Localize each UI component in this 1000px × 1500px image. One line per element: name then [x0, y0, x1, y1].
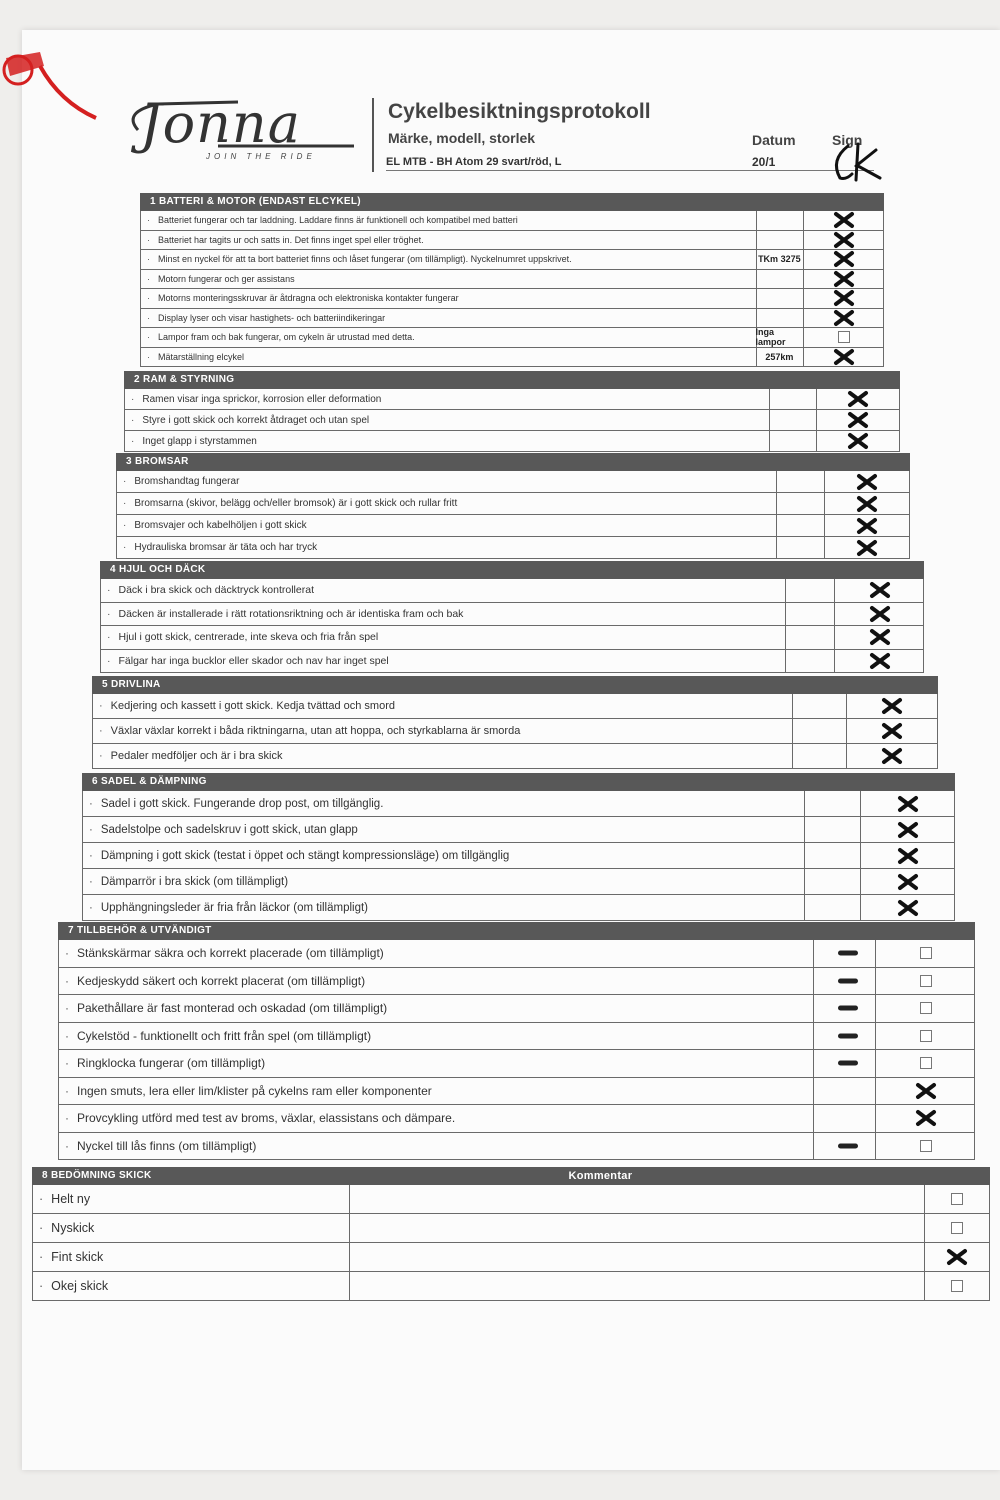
checklist-row — [58, 968, 975, 996]
column-divider — [924, 1214, 925, 1242]
row-label: · Provcykling utförd med test av broms, växlar, elassistans och dämpare. — [65, 1105, 455, 1132]
checklist-row — [140, 231, 884, 251]
section-title: 2 RAM & STYRNING — [134, 374, 235, 385]
column-divider — [813, 1023, 814, 1050]
row-note: TKm 3275 — [758, 254, 801, 265]
row-label: · Ramen visar inga sprickor, korrosion eller deformation — [131, 389, 381, 409]
checklist-row — [140, 211, 884, 231]
row-label: · Upphängningsleder är fria från läckor (om tillämpligt) — [89, 895, 368, 920]
row-label: · Display lyser och visar hastighets- och batteriindikeringar — [147, 309, 385, 328]
checklist-row — [58, 1023, 975, 1051]
logo-tagline: JOIN THE RIDE — [206, 152, 316, 161]
checkbox[interactable] — [920, 1002, 932, 1014]
checked-x-icon[interactable] — [881, 747, 903, 765]
checklist-row — [124, 431, 900, 452]
row-label: · Bromshandtag fungerar — [123, 471, 239, 492]
section-title: 1 BATTERI & MOTOR (ENDAST ELCYKEL) — [150, 196, 361, 207]
row-label: · Växlar växlar korrekt i båda riktningarna, utan att hoppa, och styrkablarna är smorda — [99, 719, 520, 743]
row-label: · Sadel i gott skick. Fungerande drop post, om tillgänglig. — [89, 791, 383, 816]
checked-x-icon[interactable] — [847, 432, 869, 450]
column-divider — [834, 579, 835, 602]
column-divider — [769, 431, 770, 451]
checkbox[interactable] — [920, 1057, 932, 1069]
column-divider — [804, 843, 805, 868]
checklist-row — [58, 1105, 975, 1133]
checked-x-icon[interactable] — [856, 495, 878, 513]
checkbox[interactable] — [920, 947, 932, 959]
not-applicable-dash-icon — [838, 1006, 858, 1011]
section-header — [82, 773, 955, 791]
column-divider — [756, 289, 757, 308]
column-divider — [875, 1105, 876, 1132]
checked-x-icon[interactable] — [833, 250, 855, 268]
column-divider — [813, 940, 814, 967]
row-label: · Okej skick — [39, 1272, 108, 1300]
header-divider — [372, 98, 374, 172]
checklist-row — [100, 603, 924, 627]
checklist-row — [82, 843, 955, 869]
section-header — [32, 1167, 990, 1185]
row-label: · Fälgar har inga bucklor eller skador och nav har inget spel — [107, 650, 389, 673]
column-divider — [785, 603, 786, 626]
column-divider — [349, 1214, 350, 1242]
column-divider — [785, 650, 786, 673]
column-divider — [824, 515, 825, 536]
checklist-row — [58, 1050, 975, 1078]
row-label: · Nyskick — [39, 1214, 94, 1242]
column-divider — [792, 694, 793, 718]
checklist-row — [124, 410, 900, 431]
row-label: · Hjul i gott skick, centrerade, inte skeva och fria från spel — [107, 626, 378, 649]
checked-x-icon[interactable] — [847, 390, 869, 408]
column-divider — [816, 410, 817, 430]
row-label: · Stänkskärmar säkra och korrekt placerade (om tillämpligt) — [65, 940, 384, 967]
column-divider — [875, 995, 876, 1022]
section-header — [92, 676, 938, 694]
sign-label: Sign — [832, 132, 863, 148]
page-title: Cykelbesiktningsprotokoll — [388, 100, 651, 123]
checkbox[interactable] — [920, 975, 932, 987]
checked-x-icon[interactable] — [869, 581, 891, 599]
section-header — [100, 561, 924, 579]
row-label: · Ingen smuts, lera eller lim/klister på cykelns ram eller komponenter — [65, 1078, 432, 1105]
checklist-row — [32, 1185, 990, 1214]
column-divider — [875, 968, 876, 995]
checklist-row — [92, 694, 938, 719]
row-label: · Dämparrör i bra skick (om tillämpligt) — [89, 869, 288, 894]
column-divider — [756, 309, 757, 328]
checklist-row — [82, 791, 955, 817]
row-label: · Mätarställning elcykel — [147, 348, 244, 367]
row-label: · Helt ny — [39, 1185, 90, 1213]
checkbox[interactable] — [920, 1030, 932, 1042]
column-divider — [860, 843, 861, 868]
checked-x-icon[interactable] — [897, 821, 919, 839]
checklist-row — [82, 895, 955, 921]
comment-column-label: Kommentar — [568, 1170, 633, 1182]
checked-x-icon[interactable] — [869, 605, 891, 623]
column-divider — [924, 1272, 925, 1300]
column-divider — [756, 231, 757, 250]
section-title: 6 SADEL & DÄMPNING — [92, 776, 207, 787]
checklist-row — [116, 515, 910, 537]
checklist-row — [82, 869, 955, 895]
column-divider — [803, 309, 804, 328]
row-label: · Pakethållare är fast monterad och oskadad (om tillämpligt) — [65, 995, 387, 1022]
checked-x-icon[interactable] — [946, 1248, 968, 1266]
section-header — [124, 371, 900, 389]
checked-x-icon[interactable] — [833, 348, 855, 366]
not-applicable-dash-icon — [838, 1033, 858, 1038]
section-title: 5 DRIVLINA — [102, 679, 161, 690]
column-divider — [860, 791, 861, 816]
row-label: · Minst en nyckel för att ta bort batteriet finns och låset fungerar (om tillämpligt). Nyckelnumret uppskrivet. — [147, 250, 572, 269]
checked-x-icon[interactable] — [869, 628, 891, 646]
row-label: · Sadelstolpe och sadelskruv i gott skick, utan glapp — [89, 817, 358, 842]
not-applicable-dash-icon — [838, 951, 858, 956]
row-note: 257km — [765, 351, 794, 362]
column-divider — [349, 1272, 350, 1300]
not-applicable-dash-icon — [838, 1061, 858, 1066]
column-divider — [785, 626, 786, 649]
column-divider — [776, 537, 777, 558]
checked-x-icon[interactable] — [856, 539, 878, 557]
column-divider — [792, 744, 793, 768]
not-applicable-dash-icon — [838, 978, 858, 983]
checklist-row — [140, 309, 884, 329]
column-divider — [792, 719, 793, 743]
row-label: · Batteriet har tagits ur och satts in. Det finns inget spel eller tröghet. — [147, 231, 424, 250]
column-divider — [756, 270, 757, 289]
column-divider — [349, 1243, 350, 1271]
row-label: · Fint skick — [39, 1243, 103, 1271]
row-label: · Bromsarna (skivor, belägg och/eller bromsok) är i gott skick och rullar fritt — [123, 493, 457, 514]
checked-x-icon[interactable] — [869, 652, 891, 670]
section-title: 4 HJUL OCH DÄCK — [110, 564, 206, 575]
checklist-row — [116, 493, 910, 515]
column-divider — [803, 270, 804, 289]
row-label: · Ringklocka fungerar (om tillämpligt) — [65, 1050, 265, 1077]
column-divider — [824, 537, 825, 558]
column-divider — [813, 968, 814, 995]
checklist-row — [140, 348, 884, 368]
column-divider — [846, 694, 847, 718]
checkbox[interactable] — [838, 331, 850, 343]
column-divider — [924, 1243, 925, 1271]
row-label: · Nyckel till lås finns (om tillämpligt) — [65, 1133, 256, 1160]
column-divider — [875, 940, 876, 967]
section-header — [140, 193, 884, 211]
column-divider — [816, 389, 817, 409]
column-divider — [776, 515, 777, 536]
column-divider — [813, 1133, 814, 1160]
row-note: Inga lampor — [755, 327, 786, 348]
row-label: · Motorns monteringsskruvar är åtdragna och elektroniska kontakter fungerar — [147, 289, 459, 308]
checklist-row — [82, 817, 955, 843]
column-divider — [803, 348, 804, 367]
column-divider — [875, 1078, 876, 1105]
column-divider — [803, 231, 804, 250]
checked-x-icon[interactable] — [915, 1082, 937, 1100]
checklist-row — [116, 471, 910, 493]
checklist-row — [58, 1078, 975, 1106]
column-divider — [875, 1050, 876, 1077]
row-label: · Kedjeskydd säkert och korrekt placerat (om tillämpligt) — [65, 968, 365, 995]
checklist-row — [140, 270, 884, 290]
signature-icon — [826, 140, 886, 184]
column-divider — [824, 471, 825, 492]
row-label: · Lampor fram och bak fungerar, om cykeln är utrustad med detta. — [147, 328, 415, 347]
checked-x-icon[interactable] — [833, 211, 855, 229]
checked-x-icon[interactable] — [856, 517, 878, 535]
checkbox[interactable] — [951, 1193, 963, 1205]
column-divider — [813, 995, 814, 1022]
checklist-row — [58, 940, 975, 968]
section-title: 3 BROMSAR — [126, 456, 189, 467]
checklist-row — [32, 1272, 990, 1301]
row-label: · Pedaler medföljer och är i bra skick — [99, 744, 282, 768]
checklist-row — [58, 995, 975, 1023]
column-divider — [769, 389, 770, 409]
row-label: · Kedjering och kassett i gott skick. Kedja tvättad och smord — [99, 694, 395, 718]
section-header — [116, 453, 910, 471]
column-divider — [860, 817, 861, 842]
checklist-row — [92, 719, 938, 744]
section-header — [58, 922, 975, 940]
column-divider — [804, 869, 805, 894]
column-divider — [834, 650, 835, 673]
checked-x-icon[interactable] — [897, 847, 919, 865]
column-divider — [349, 1185, 350, 1213]
column-divider — [846, 719, 847, 743]
checked-x-icon[interactable] — [856, 473, 878, 491]
column-divider — [860, 869, 861, 894]
checklist-row — [140, 328, 884, 348]
column-divider — [769, 410, 770, 430]
row-label: · Batteriet fungerar och tar laddning. Laddare finns är funktionell och kompatibel med batteri — [147, 211, 518, 230]
column-divider — [813, 1050, 814, 1077]
column-divider — [834, 626, 835, 649]
column-divider — [860, 895, 861, 920]
section-title: 8 BEDÖMNING SKICK — [42, 1170, 152, 1181]
checklist-row — [32, 1214, 990, 1243]
checklist-row — [140, 250, 884, 270]
checked-x-icon[interactable] — [847, 411, 869, 429]
section-title: 7 TILLBEHÖR & UTVÄNDIGT — [68, 925, 212, 936]
column-divider — [824, 493, 825, 514]
column-divider — [813, 1078, 814, 1105]
date-value: 20/1 — [752, 155, 776, 169]
checked-x-icon[interactable] — [881, 722, 903, 740]
checked-x-icon[interactable] — [833, 270, 855, 288]
checked-x-icon[interactable] — [897, 795, 919, 813]
row-label: · Motorn fungerar och ger assistans — [147, 270, 295, 289]
row-label: · Dämpning i gott skick (testat i öppet och stängt kompressionsläge) om tillgänglig — [89, 843, 509, 868]
checkbox[interactable] — [951, 1222, 963, 1234]
column-divider — [803, 250, 804, 269]
red-tag-icon — [0, 22, 110, 132]
checklist-row — [32, 1243, 990, 1272]
column-divider — [804, 791, 805, 816]
logo-text: Jonna — [140, 92, 301, 155]
date-label: Datum — [752, 132, 796, 148]
header-underline — [386, 170, 874, 171]
row-label: · Cykelstöd - funktionellt och fritt från spel (om tillämpligt) — [65, 1023, 371, 1050]
checked-x-icon[interactable] — [881, 697, 903, 715]
column-divider — [875, 1133, 876, 1160]
column-divider — [803, 289, 804, 308]
row-label: · Däck i bra skick och däcktryck kontrollerat — [107, 579, 314, 602]
checklist-row — [100, 579, 924, 603]
checked-x-icon[interactable] — [897, 873, 919, 891]
checked-x-icon[interactable] — [897, 899, 919, 917]
checklist-row — [124, 389, 900, 410]
column-divider — [846, 744, 847, 768]
column-divider — [803, 211, 804, 230]
column-divider — [804, 895, 805, 920]
row-label: · Hydrauliska bromsar är täta och har tryck — [123, 537, 317, 558]
column-divider — [785, 579, 786, 602]
not-applicable-dash-icon — [838, 1143, 858, 1148]
row-label: · Styre i gott skick och korrekt åtdraget och utan spel — [131, 410, 369, 430]
column-divider — [804, 817, 805, 842]
brand-model-label: Märke, modell, storlek — [388, 130, 536, 146]
column-divider — [875, 1023, 876, 1050]
checked-x-icon[interactable] — [833, 289, 855, 307]
checklist-row — [100, 626, 924, 650]
checklist-row — [92, 744, 938, 769]
column-divider — [776, 493, 777, 514]
column-divider — [924, 1185, 925, 1213]
checklist-row — [140, 289, 884, 309]
column-divider — [834, 603, 835, 626]
row-label: · Däcken är installerade i rätt rotationsriktning och är identiska fram och bak — [107, 603, 463, 626]
checklist-row — [58, 1133, 975, 1161]
column-divider — [816, 431, 817, 451]
checked-x-icon[interactable] — [833, 309, 855, 327]
row-label: · Inget glapp i styrstammen — [131, 431, 257, 451]
column-divider — [756, 211, 757, 230]
checklist-row — [100, 650, 924, 674]
checkbox[interactable] — [951, 1280, 963, 1292]
column-divider — [803, 328, 804, 347]
checkbox[interactable] — [920, 1140, 932, 1152]
bike-description: EL MTB - BH Atom 29 svart/röd, L — [386, 156, 562, 168]
column-divider — [813, 1105, 814, 1132]
checklist-row — [116, 537, 910, 559]
column-divider — [776, 471, 777, 492]
checked-x-icon[interactable] — [915, 1109, 937, 1127]
row-label: · Bromsvajer och kabelhöljen i gott skick — [123, 515, 307, 536]
checked-x-icon[interactable] — [833, 231, 855, 249]
